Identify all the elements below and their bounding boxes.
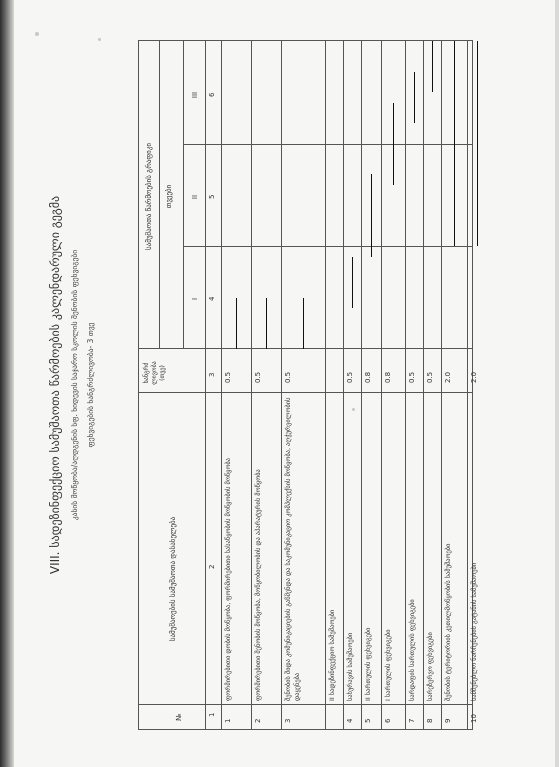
row-duration: 2.0 — [444, 371, 452, 383]
schedule-bar — [432, 41, 433, 92]
table-row-line — [381, 41, 382, 729]
schedule-bar — [266, 298, 267, 349]
table-row-line — [251, 41, 252, 729]
table-row-line — [183, 41, 184, 349]
row-work-name: ფორმირებითი შენობის მოწყობა, მოწყობილობის და აპარატურის მოწყობა — [254, 469, 262, 701]
header-work-name: სამუშაოების სამუშაოთა დასახელება — [169, 516, 177, 642]
row-work-name: II სართულის ფეხვიგები — [364, 627, 372, 701]
index-cell: 3 — [208, 372, 216, 377]
schedule-bar — [371, 174, 372, 256]
row-number: 10 — [470, 714, 478, 723]
row-work-name: I სართულის ფეხვიგები — [384, 629, 392, 701]
schedule-bar — [393, 103, 394, 185]
row-work-name: შენობის ტერიტორიის კეთილმოწყობის სამუშაოები — [444, 543, 452, 701]
row-number: 5 — [364, 718, 372, 723]
header-duration: ხანგრძ ლივობა (თვე) — [143, 361, 167, 385]
row-number: 4 — [346, 718, 354, 723]
row-number: 6 — [384, 718, 392, 723]
row-work-name: II სადეზინფექციო სამუშაოები — [328, 609, 336, 701]
row-work-name: შენობის შიდა კომუნიკაციების გაწმენდა და საკომუნიკაციო კომპლექსის მოწყობა, აღჭურვილობის დაყენება — [284, 397, 301, 701]
row-duration: 0.5 — [254, 371, 262, 383]
row-duration: 2.0 — [470, 371, 478, 383]
row-number: 1 — [224, 718, 232, 723]
schedule-bar — [477, 41, 478, 246]
table-row-line — [325, 41, 326, 729]
row-duration: 0.8 — [384, 371, 392, 383]
document-subtitle: კასის მოწყობა/აღდგენის სფ. ხიდევის საჯარო სკოლის შენობის ფეხვიგები — [70, 249, 79, 521]
table-column-line — [183, 144, 472, 145]
row-work-name: ფორმირებითი დობის მოწყობა, ფორმირებითი სასაწყობის მოწყობის მოწყობა — [224, 457, 232, 701]
index-cell: 6 — [208, 92, 216, 97]
row-work-name: სახურავის სამუშაოები — [346, 632, 354, 701]
document-title: VIII. სადეზინფექციო სამუშაოთა წარმოების კალენდარული გეგმა — [48, 195, 62, 575]
table-row-line — [205, 41, 206, 729]
header-month-3: III — [191, 91, 199, 99]
row-number: 2 — [254, 718, 262, 723]
header-month-2: II — [191, 194, 199, 200]
index-cell: 4 — [208, 296, 216, 301]
schedule-bar — [352, 257, 353, 308]
row-work-name: სარდაფის სართულის ფეხვიგები — [408, 599, 416, 701]
document-duration-note: ფეხვიგების ხანგრძლივობა- 3 თვე — [86, 322, 95, 448]
table-column-line — [183, 246, 472, 247]
header-schedule: სამუშაოთა წარმოების გრაფიკი — [145, 143, 153, 250]
scan-edge-shadow — [0, 0, 14, 767]
index-cell: 5 — [208, 194, 216, 199]
table-row-line — [343, 41, 344, 729]
row-duration: 0.8 — [364, 371, 372, 383]
table-row-line — [405, 41, 406, 729]
index-cell: 2 — [208, 564, 216, 569]
table-row-line — [159, 41, 160, 349]
table-row-line — [361, 41, 362, 729]
header-month-1: I — [191, 297, 199, 301]
table-row-line — [423, 41, 424, 729]
row-duration: 0.5 — [284, 371, 292, 383]
schedule-bar — [303, 298, 304, 349]
table-row-line — [281, 41, 282, 729]
table-row-line — [221, 41, 222, 729]
row-duration: 0.5 — [426, 371, 434, 383]
row-duration: 0.5 — [224, 371, 232, 383]
row-number: 8 — [426, 718, 434, 723]
scan-speck — [35, 32, 39, 36]
row-number: 3 — [284, 718, 292, 723]
table-row-line — [467, 41, 468, 729]
schedule-table — [138, 40, 478, 730]
scan-edge-right — [555, 0, 559, 767]
schedule-bar — [236, 298, 237, 349]
row-number: 9 — [444, 718, 452, 723]
schedule-bar — [414, 72, 415, 123]
header-number: № — [175, 713, 183, 721]
header-months-label: თვეები — [165, 184, 173, 209]
table-row-line — [441, 41, 442, 729]
schedule-bar — [454, 41, 455, 246]
rotated-document — [48, 40, 518, 730]
index-cell: 1 — [208, 712, 216, 717]
row-duration: 0.5 — [408, 371, 416, 383]
row-number: 7 — [408, 718, 416, 723]
row-work-name: სარეზერვო ფეხვიგები — [426, 632, 434, 701]
row-duration: 0.5 — [346, 371, 354, 383]
row-work-name: სამშენებლო ნარჩენების გატანის სამუშაოები — [470, 562, 478, 701]
